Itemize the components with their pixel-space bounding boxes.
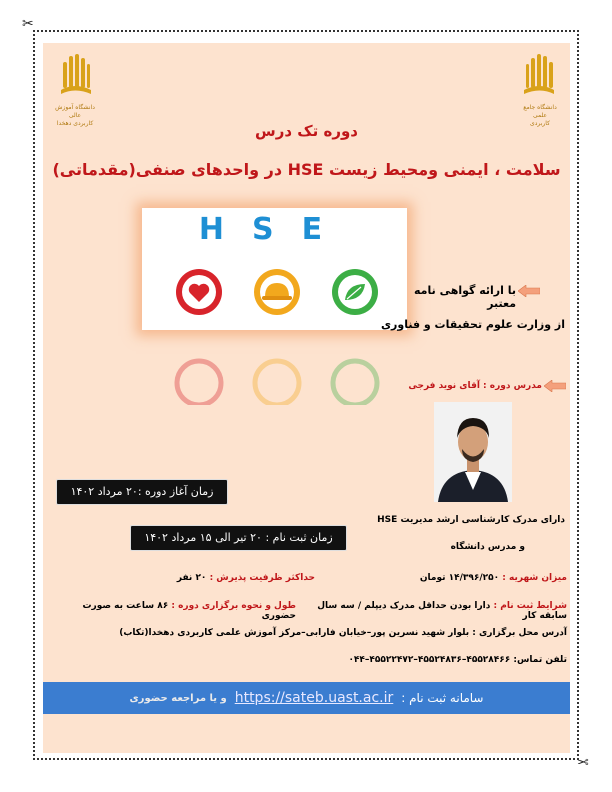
- logo-caption: کاربردی: [530, 120, 550, 127]
- scissors-icon: ✂: [577, 755, 589, 771]
- logo-caption: کاربردی دهخدا: [56, 120, 94, 127]
- scissors-icon: ✂: [22, 16, 34, 32]
- max-capacity-value: ۲۰ نفر: [176, 573, 210, 583]
- hse-reflection: [142, 355, 407, 405]
- tuition-fee: [380, 573, 567, 583]
- course-start-date: زمان آغاز دوره :۲۰ مرداد ۱۴۰۲: [56, 479, 228, 505]
- in-person-note: و یا مراجعه حضوری: [129, 692, 227, 704]
- requirements-label: شرایط ثبت نام :: [493, 601, 567, 611]
- heart-icon: [176, 269, 222, 315]
- certificate-line2: از وزارت علوم تحقیقات و فناوری: [380, 318, 565, 331]
- hse-letter: H: [198, 212, 252, 247]
- duration-value: ۸۶ ساعت به صورت حضوری: [82, 601, 296, 621]
- course-duration: [56, 601, 296, 621]
- certificate-line1: با ارائه گواهی نامه معتبر: [414, 284, 516, 310]
- arrow-left-icon: [544, 380, 566, 392]
- instructor-credential: دارای مدرک کارشناسی ارشد مدیریت HSE: [377, 515, 565, 525]
- registration-period: زمان ثبت نام : ۲۰ تیر الی ۱۵ مرداد ۱۴۰۲: [130, 525, 347, 551]
- hse-graphic: [142, 208, 407, 330]
- instructor-university-role: و مدرس دانشگاه: [450, 542, 525, 552]
- duration-label: طول و نحوه برگزاری دوره :: [171, 601, 296, 611]
- wheat-emblem-icon: [520, 52, 560, 100]
- course-title: سلامت ، ایمنی ومحیط زیست HSE در واحدهای صنفی(مقدماتی): [52, 160, 561, 179]
- registration-system-label: سامانه ثبت نام :: [401, 691, 484, 705]
- venue-address: آدرس محل برگزاری : بلوار شهید نسرین پور–خیابان فارابی–مرکز آموزش علمی کاربردی دهخدا(تکاب): [119, 628, 567, 638]
- instructor-photo: [434, 402, 512, 502]
- course-type-heading: دوره تک درس: [255, 122, 358, 140]
- instructor-portrait-icon: [434, 402, 512, 502]
- arrow-left-icon: [518, 285, 540, 297]
- university-logo-right: [520, 52, 560, 128]
- leaf-icon: [332, 269, 378, 315]
- contact-phone: تلفن تماس: ۴۵۵۲۸۴۶۶–۴۵۵۲۴۸۳۶–۴۵۵۲۲۴۷۲–۰۴۴: [348, 655, 567, 665]
- tuition-fee-label: میزان شهریه :: [502, 573, 567, 583]
- hse-letter: S: [252, 212, 302, 247]
- requirements-value: دارا بودن حداقل مدرک دیپلم / سه سال سابقه کار: [317, 601, 567, 621]
- registration-requirements: [300, 601, 567, 621]
- hard-hat-icon: [254, 269, 300, 315]
- logo-caption: دانشگاه جامع علمی: [523, 104, 557, 119]
- hse-letters: [142, 212, 407, 247]
- logo-caption: دانشگاه آموزش عالی: [55, 104, 95, 119]
- registration-link[interactable]: https://sateb.uast.ac.ir: [234, 690, 394, 706]
- instructor-label: مدرس دوره : آقای نوید فرجی: [408, 381, 542, 391]
- university-logo-left: [55, 52, 95, 128]
- hse-letter: E: [301, 212, 351, 247]
- max-capacity-label: حداکثر ظرفیت پذیرش :: [209, 573, 315, 583]
- max-capacity: [140, 573, 315, 583]
- wheat-emblem-icon: [55, 52, 95, 100]
- hse-icons: [162, 266, 392, 318]
- registration-footer: [43, 682, 570, 714]
- tuition-fee-value: ۱۴/۳۹۶/۲۵۰ تومان: [419, 573, 503, 583]
